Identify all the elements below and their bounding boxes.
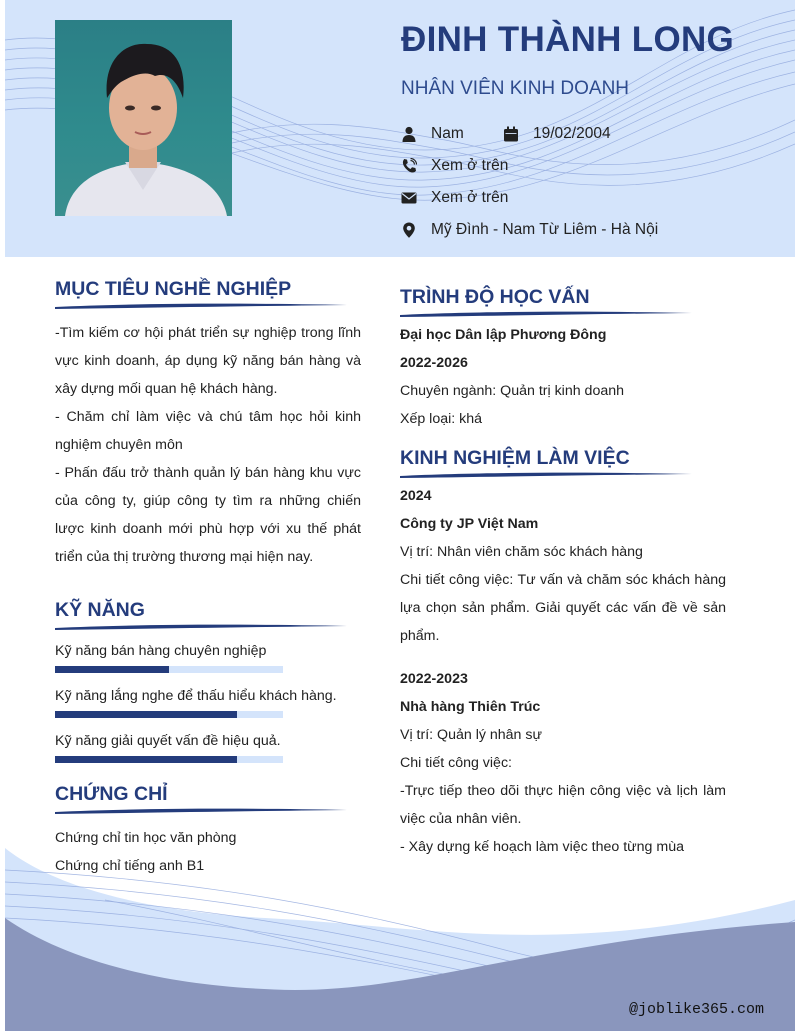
- section-underline: [400, 470, 692, 480]
- job-detail: - Xây dựng kế hoạch làm việc theo từng mùa: [400, 839, 684, 855]
- experience-title: KINH NGHIỆM LÀM VIỆC: [400, 447, 630, 469]
- skill-bar: [55, 711, 283, 718]
- section-underline: [55, 622, 347, 632]
- phone-icon: [401, 158, 417, 174]
- objective-section: [55, 278, 361, 571]
- skill-label: Kỹ năng lắng nghe để thấu hiểu khách hàng.: [55, 688, 337, 704]
- skills-section: [55, 599, 361, 763]
- skill-bar-fill: [55, 666, 169, 673]
- contact-dob: [503, 125, 611, 143]
- skill-label: Kỹ năng giải quyết vấn đề hiệu quả.: [55, 733, 281, 749]
- job-detail-label: Chi tiết công việc:: [400, 755, 512, 771]
- phone-value: Xem ở trên: [431, 157, 509, 174]
- candidate-job-title: NHÂN VIÊN KINH DOANH: [401, 78, 630, 99]
- education-title: TRÌNH ĐỘ HỌC VẤN: [400, 286, 590, 308]
- cv-header: [5, 0, 795, 257]
- job-company: Công ty JP Việt Nam: [400, 516, 539, 532]
- skill-item: [55, 732, 361, 763]
- skill-bar: [55, 666, 283, 673]
- contact-address: [401, 221, 658, 239]
- email-value: Xem ở trên: [431, 189, 509, 206]
- contact-email: [401, 189, 508, 207]
- profile-photo: [55, 20, 232, 216]
- section-underline: [55, 806, 347, 816]
- dob-value: 19/02/2004: [533, 125, 611, 142]
- left-column: [55, 278, 361, 880]
- experience-job: [400, 482, 726, 650]
- education-grade: Xếp loại: khá: [400, 411, 483, 427]
- section-underline: [400, 309, 692, 319]
- experience-section: [400, 447, 726, 861]
- contact-gender: [401, 125, 464, 143]
- right-column: [400, 286, 726, 861]
- skill-label: Kỹ năng bán hàng chuyên nghiệp: [55, 643, 267, 659]
- skill-bar-fill: [55, 711, 237, 718]
- candidate-name: ĐINH THÀNH LONG: [401, 20, 735, 59]
- objective-paragraph-3: - Phấn đấu trở thành quản lý bán hàng khu vực của công ty, giúp công ty tìm ra những chiến lược kinh doanh mới phù hợp với xu thế phát triển của thị trường thương mại hiện nay.: [55, 465, 361, 565]
- education-years: 2022-2026: [400, 355, 468, 371]
- objective-paragraph-2: - Chăm chỉ làm việc và chú tâm học hỏi kinh nghiệm chuyên môn: [55, 409, 361, 453]
- job-detail: Chi tiết công việc: Tư vấn và chăm sóc khách hàng lựa chọn sản phẩm. Giải quyết các vấn đề về sản phẩm.: [400, 572, 726, 644]
- skills-title: KỸ NĂNG: [55, 599, 145, 621]
- job-year: 2022-2023: [400, 671, 468, 687]
- envelope-icon: [401, 190, 417, 206]
- location-pin-icon: [401, 222, 417, 238]
- job-year: 2024: [400, 488, 432, 504]
- certificate-item: Chứng chỉ tiếng anh B1: [55, 858, 205, 874]
- objective-paragraph-1: -Tìm kiếm cơ hội phát triển sự nghiệp trong lĩnh vực kinh doanh, áp dụng kỹ năng bán hàng và xây dựng mối quan hệ khách hàng.: [55, 325, 361, 397]
- education-school: Đại học Dân lập Phương Đông: [400, 327, 607, 343]
- address-value: Mỹ Đình - Nam Từ Liêm - Hà Nội: [431, 221, 659, 238]
- certificates-title: CHỨNG CHỈ: [55, 783, 168, 805]
- education-section: [400, 286, 726, 433]
- job-position: Vị trí: Quản lý nhân sự: [400, 727, 542, 743]
- person-icon: [401, 126, 417, 142]
- job-detail: -Trực tiếp theo dõi thực hiện công việc và lịch làm việc của nhân viên.: [400, 783, 726, 827]
- job-company: Nhà hàng Thiên Trúc: [400, 699, 541, 715]
- footer-watermark: @joblike365.com: [628, 1001, 764, 1018]
- gender-value: Nam: [431, 125, 464, 142]
- objective-title: MỤC TIÊU NGHỀ NGHIỆP: [55, 278, 292, 300]
- education-major: Chuyên ngành: Quản trị kinh doanh: [400, 383, 625, 399]
- skill-bar-fill: [55, 756, 237, 763]
- skill-item: [55, 642, 361, 673]
- calendar-icon: [503, 126, 519, 142]
- job-position: Vị trí: Nhân viên chăm sóc khách hàng: [400, 544, 643, 560]
- skill-bar: [55, 756, 283, 763]
- contact-phone: [401, 157, 508, 175]
- experience-job: [400, 665, 726, 861]
- certificate-item: Chứng chỉ tin học văn phòng: [55, 830, 237, 846]
- section-underline: [55, 301, 347, 311]
- skill-item: [55, 687, 361, 718]
